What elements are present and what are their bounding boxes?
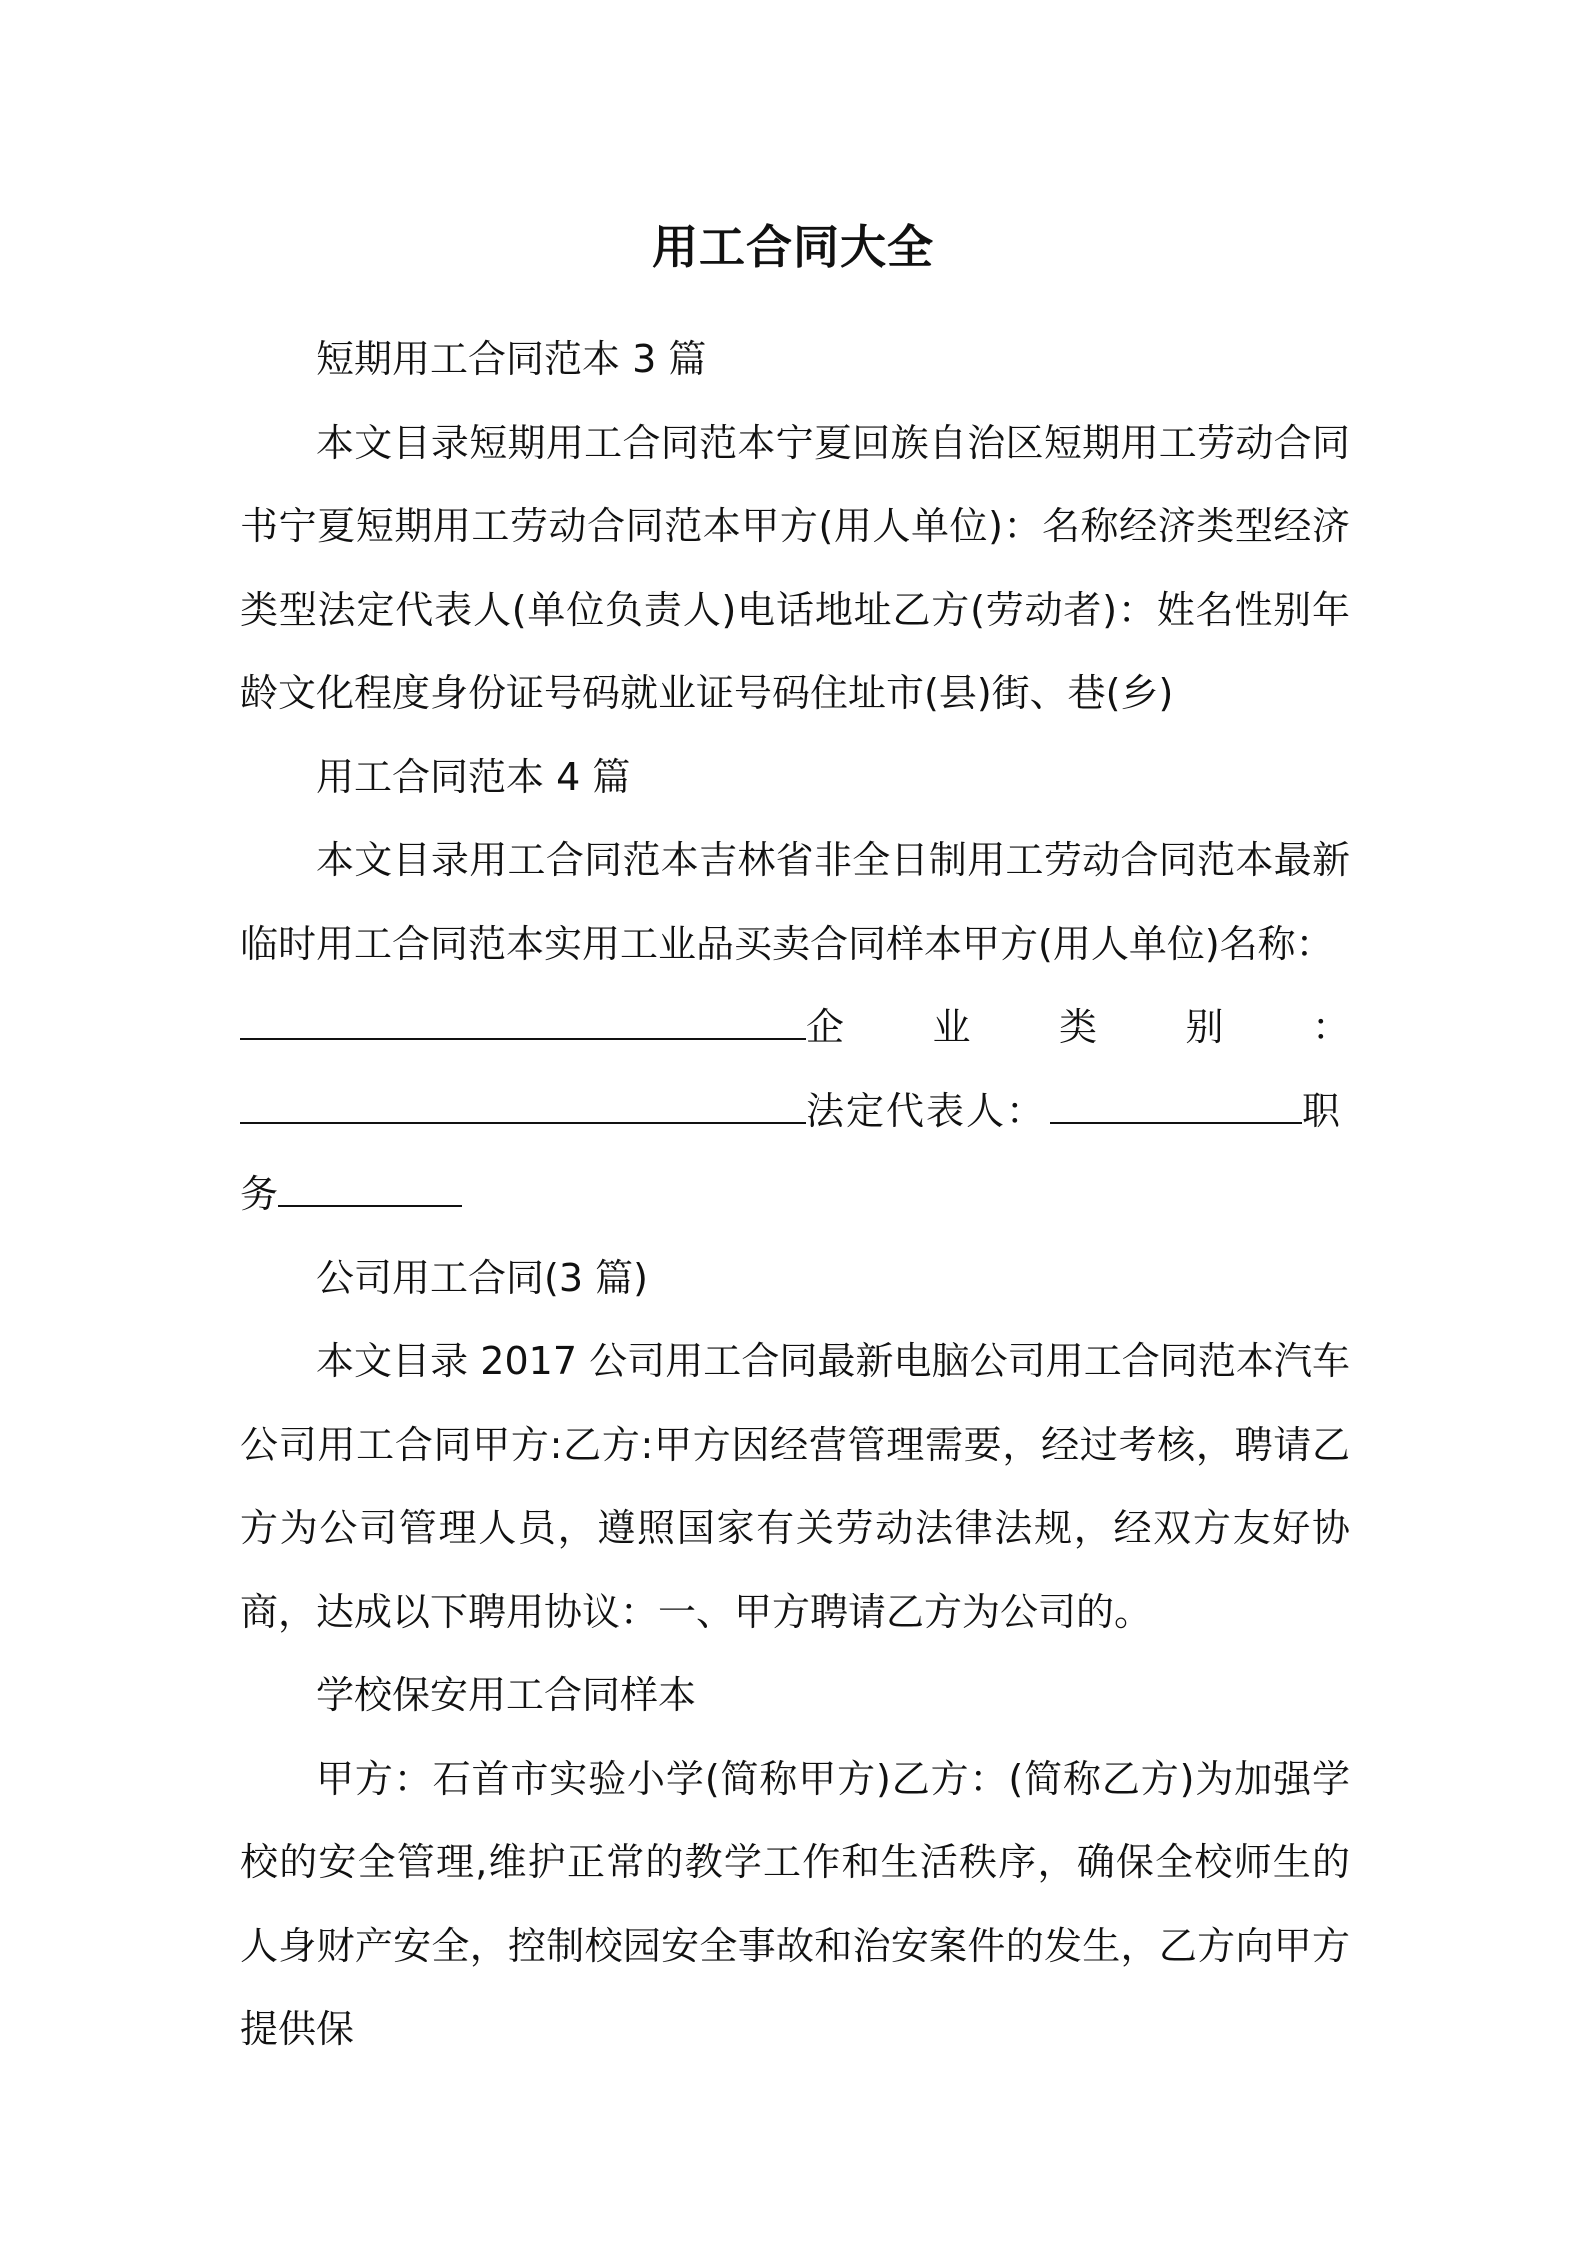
section-heading: 短期用工合同范本 3 篇 xyxy=(316,337,707,381)
label-char: 类 xyxy=(1058,1005,1097,1049)
label-char: 企 xyxy=(806,1005,845,1049)
enterprise-type-blank-line xyxy=(240,1088,806,1124)
label-char: ： xyxy=(1311,1005,1350,1049)
section-heading: 用工合同范本 4 篇 xyxy=(316,754,631,799)
section-paragraph: 甲方：石首市实验小学(简称甲方)乙方：(简称乙方)为加强学校的安全管理,维护正常的教学工作和生活秩序，确保全校师生的人身财产安全，控制校园安全事故和治安案件的发生，乙方向甲方提供保 xyxy=(240,1756,1350,2051)
section-heading: 公司用工合同(3 篇) xyxy=(316,1255,648,1300)
section-paragraph: 本文目录 2017 公司用工合同最新电脑公司用工合同范本汽车公司用工合同甲方:乙方:甲方因经营管理需要，经过考核，聘请乙方为公司管理人员，遵照国家有关劳动法律法规，经双方友好协商，达成以下聘用协议：一、甲方聘请乙方为公司的。 xyxy=(240,1339,1350,1634)
label-char: 别 xyxy=(1185,1005,1224,1049)
position-label-end: 务 xyxy=(240,1172,279,1216)
enterprise-type-row xyxy=(240,986,1350,1070)
document-title: 用工合同大全 xyxy=(652,220,934,274)
enterprise-type-label xyxy=(806,986,1350,1070)
document-body xyxy=(240,318,1350,2072)
label-char: 业 xyxy=(932,1005,971,1049)
position-label-start: 职 xyxy=(1302,1088,1341,1133)
legal-rep-label: 法定代表人： xyxy=(806,1088,1047,1133)
name-blank-line xyxy=(240,1004,806,1040)
legal-rep-row xyxy=(240,1070,1350,1154)
section-paragraph: 本文目录用工合同范本吉林省非全日制用工劳动合同范本最新临时用工合同范本实用工业品买卖合同样本甲方(用人单位)名称： xyxy=(240,838,1350,966)
section-heading: 学校保安用工合同样本 xyxy=(316,1673,697,1717)
position-blank-line xyxy=(278,1171,462,1207)
legal-rep-blank-line xyxy=(1050,1088,1302,1124)
section-paragraph: 本文目录短期用工合同范本宁夏回族自治区短期用工劳动合同书宁夏短期用工劳动合同范本甲方(用人单位)：名称经济类型经济类型法定代表人(单位负责人)电话地址乙方(劳动者)：姓名性别年龄文化程度身份证号码就业证号码住址市(县)街、巷(乡) xyxy=(240,420,1350,715)
position-row xyxy=(240,1153,1350,1237)
